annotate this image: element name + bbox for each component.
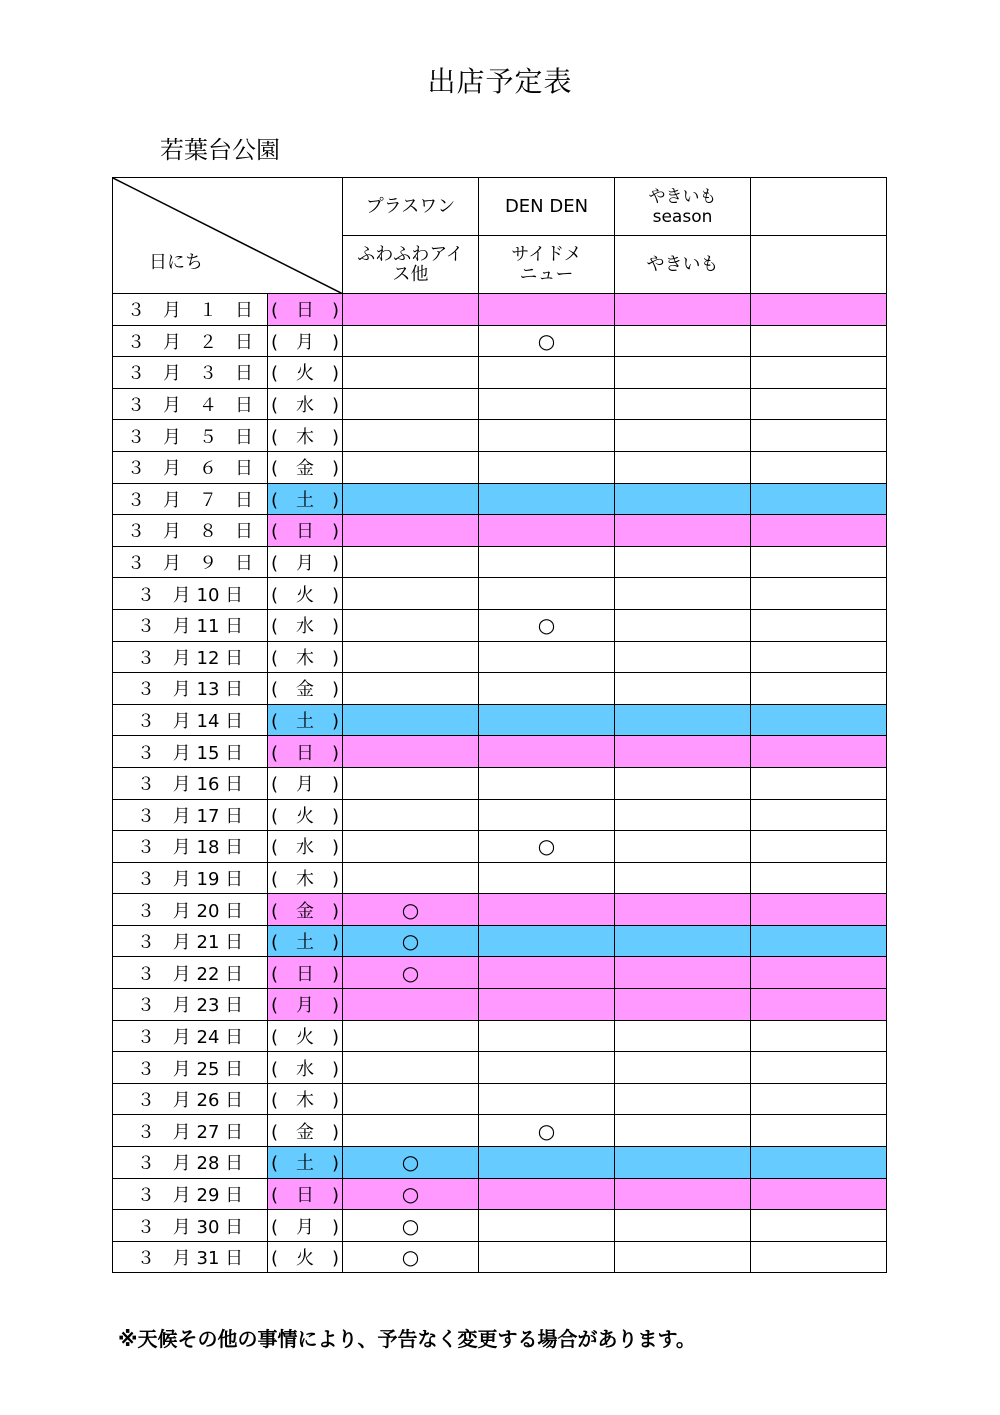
schedule-cell: [479, 957, 615, 989]
schedule-cell: [751, 957, 887, 989]
schedule-cell: [751, 578, 887, 610]
date-cell: ３ 月 27 日: [113, 1115, 268, 1147]
weekday-cell: ( 土 ): [268, 704, 343, 736]
schedule-cell: [615, 1210, 751, 1242]
weekday-cell: ( 金 ): [268, 894, 343, 926]
schedule-cell: [479, 1241, 615, 1273]
schedule-cell: [343, 515, 479, 547]
schedule-cell: [343, 388, 479, 420]
schedule-cell: [615, 989, 751, 1021]
table-row: [113, 420, 887, 452]
schedule-cell: [615, 704, 751, 736]
schedule-cell: [751, 1210, 887, 1242]
open-mark: ○: [537, 328, 556, 353]
schedule-cell: [751, 420, 887, 452]
table-row: [113, 294, 887, 326]
table-row: [113, 925, 887, 957]
table-row: [113, 1147, 887, 1179]
schedule-cell: [343, 989, 479, 1021]
weekday-cell: ( 火 ): [268, 1020, 343, 1052]
date-cell: ３ 月 19 日: [113, 862, 268, 894]
date-cell: ３ 月 ９ 日: [113, 546, 268, 578]
schedule-cell: [479, 862, 615, 894]
schedule-cell: [343, 767, 479, 799]
schedule-cell: [751, 799, 887, 831]
weekday-cell: ( 火 ): [268, 1241, 343, 1273]
weekday-cell: ( 土 ): [268, 483, 343, 515]
schedule-cell: [479, 1083, 615, 1115]
open-mark: ○: [401, 1181, 420, 1206]
schedule-cell: [479, 799, 615, 831]
schedule-cell: [751, 325, 887, 357]
schedule-table: [112, 177, 887, 1273]
schedule-cell: [751, 1241, 887, 1273]
schedule-cell: [751, 451, 887, 483]
schedule-cell: [479, 925, 615, 957]
weekday-cell: ( 木 ): [268, 420, 343, 452]
weekday-cell: ( 月 ): [268, 767, 343, 799]
date-cell: ３ 月 23 日: [113, 989, 268, 1021]
schedule-cell: [751, 673, 887, 705]
schedule-cell: [751, 1083, 887, 1115]
schedule-cell: [751, 1147, 887, 1179]
schedule-cell: [615, 957, 751, 989]
schedule-cell: [615, 483, 751, 515]
schedule-cell: [343, 609, 479, 641]
date-cell: ３ 月 22 日: [113, 957, 268, 989]
weekday-cell: ( 月 ): [268, 1210, 343, 1242]
schedule-cell: [615, 736, 751, 768]
schedule-cell: [343, 1115, 479, 1147]
date-cell: ３ 月 ４ 日: [113, 388, 268, 420]
table-row: [113, 1020, 887, 1052]
schedule-cell: [615, 294, 751, 326]
schedule-cell: [343, 925, 479, 957]
schedule-cell: [343, 862, 479, 894]
schedule-cell: [343, 1147, 479, 1179]
table-row: [113, 483, 887, 515]
schedule-cell: [479, 736, 615, 768]
schedule-cell: [615, 420, 751, 452]
date-cell: ３ 月 ５ 日: [113, 420, 268, 452]
schedule-cell: [615, 609, 751, 641]
schedule-cell: [343, 1210, 479, 1242]
schedule-cell: [615, 1178, 751, 1210]
schedule-cell: [343, 451, 479, 483]
schedule-cell: [479, 767, 615, 799]
date-cell: ３ 月 26 日: [113, 1083, 268, 1115]
schedule-cell: [751, 925, 887, 957]
schedule-cell: [343, 357, 479, 389]
open-mark: ○: [401, 1245, 420, 1270]
schedule-cell: [479, 1210, 615, 1242]
schedule-cell: [479, 546, 615, 578]
schedule-cell: [343, 894, 479, 926]
table-row: [113, 1052, 887, 1084]
date-cell: ３ 月 ７ 日: [113, 483, 268, 515]
schedule-cell: [479, 831, 615, 863]
schedule-cell: [479, 451, 615, 483]
date-cell: ３ 月 24 日: [113, 1020, 268, 1052]
schedule-cell: [343, 546, 479, 578]
page-title: 出店予定表: [427, 65, 573, 98]
schedule-cell: [615, 673, 751, 705]
date-cell: ３ 月 16 日: [113, 767, 268, 799]
schedule-cell: [343, 957, 479, 989]
table-row: [113, 1115, 887, 1147]
schedule-cell: [615, 1083, 751, 1115]
date-cell: ３ 月 ６ 日: [113, 451, 268, 483]
schedule-cell: [479, 641, 615, 673]
schedule-cell: [751, 294, 887, 326]
schedule-cell: [751, 894, 887, 926]
date-cell: ３ 月 12 日: [113, 641, 268, 673]
weekday-cell: ( 日 ): [268, 736, 343, 768]
vendor-item-3: やきいも: [615, 236, 751, 294]
schedule-cell: [615, 515, 751, 547]
date-cell: ３ 月 ２ 日: [113, 325, 268, 357]
schedule-cell: [343, 1178, 479, 1210]
schedule-cell: [615, 325, 751, 357]
date-cell: ３ 月 31 日: [113, 1241, 268, 1273]
table-row: [113, 736, 887, 768]
table-row: [113, 1178, 887, 1210]
table-row: [113, 862, 887, 894]
table-row: [113, 831, 887, 863]
schedule-cell: [343, 673, 479, 705]
schedule-cell: [615, 894, 751, 926]
vendor-name-4: [751, 178, 887, 236]
schedule-cell: [615, 1052, 751, 1084]
schedule-cell: [751, 641, 887, 673]
weekday-cell: ( 土 ): [268, 925, 343, 957]
table-row: [113, 451, 887, 483]
table-row: [113, 673, 887, 705]
schedule-cell: [479, 294, 615, 326]
schedule-cell: [751, 989, 887, 1021]
date-cell: ３ 月 30 日: [113, 1210, 268, 1242]
date-cell: ３ 月 25 日: [113, 1052, 268, 1084]
table-row: [113, 1210, 887, 1242]
table-row: [113, 1241, 887, 1273]
date-cell: ３ 月 29 日: [113, 1178, 268, 1210]
date-cell: ３ 月 13 日: [113, 673, 268, 705]
schedule-cell: [343, 831, 479, 863]
date-cell: ３ 月 21 日: [113, 925, 268, 957]
open-mark: ○: [401, 1150, 420, 1175]
table-row: [113, 894, 887, 926]
weekday-cell: ( 日 ): [268, 294, 343, 326]
schedule-cell: [751, 704, 887, 736]
schedule-cell: [343, 578, 479, 610]
vendor-name-1: プラスワン: [343, 178, 479, 236]
location-title: 若葉台公園: [160, 136, 280, 164]
schedule-cell: [751, 1115, 887, 1147]
schedule-cell: [615, 831, 751, 863]
schedule-cell: [479, 357, 615, 389]
schedule-cell: [479, 515, 615, 547]
date-cell: ３ 月 17 日: [113, 799, 268, 831]
table-row: [113, 325, 887, 357]
weekday-cell: ( 日 ): [268, 515, 343, 547]
table-row: [113, 704, 887, 736]
table-row: [113, 546, 887, 578]
table-row: [113, 1083, 887, 1115]
weekday-cell: ( 金 ): [268, 451, 343, 483]
schedule-cell: [343, 736, 479, 768]
schedule-cell: [479, 388, 615, 420]
weekday-cell: ( 月 ): [268, 325, 343, 357]
schedule-cell: [751, 1052, 887, 1084]
schedule-cell: [479, 1147, 615, 1179]
weekday-cell: ( 火 ): [268, 578, 343, 610]
weekday-cell: ( 月 ): [268, 546, 343, 578]
date-cell: ３ 月 15 日: [113, 736, 268, 768]
weekday-cell: ( 日 ): [268, 957, 343, 989]
weekday-cell: ( 水 ): [268, 609, 343, 641]
date-cell: ３ 月 14 日: [113, 704, 268, 736]
schedule-cell: [615, 546, 751, 578]
table-row: [113, 515, 887, 547]
schedule-cell: [343, 1052, 479, 1084]
schedule-cell: [751, 862, 887, 894]
weekday-cell: ( 日 ): [268, 1178, 343, 1210]
schedule-cell: [343, 641, 479, 673]
schedule-cell: [343, 1241, 479, 1273]
schedule-cell: [751, 515, 887, 547]
schedule-cell: [479, 483, 615, 515]
schedule-cell: [343, 483, 479, 515]
table-row: [113, 957, 887, 989]
schedule-cell: [479, 673, 615, 705]
schedule-cell: [615, 641, 751, 673]
schedule-cell: [615, 451, 751, 483]
weekday-cell: ( 金 ): [268, 673, 343, 705]
open-mark: ○: [401, 960, 420, 985]
schedule-cell: [751, 357, 887, 389]
schedule-cell: [479, 420, 615, 452]
table-row: [113, 578, 887, 610]
schedule-cell: [479, 1020, 615, 1052]
vendor-item-1: ふわふわアイス他: [343, 236, 479, 294]
date-cell: ３ 月 28 日: [113, 1147, 268, 1179]
schedule-cell: [479, 578, 615, 610]
corner-label: 日にち: [149, 252, 203, 273]
schedule-cell: [479, 1178, 615, 1210]
open-mark: ○: [401, 1213, 420, 1238]
schedule-cell: [615, 357, 751, 389]
table-row: [113, 388, 887, 420]
weekday-cell: ( 火 ): [268, 799, 343, 831]
schedule-cell: [479, 1115, 615, 1147]
corner-header-cell: [113, 178, 343, 294]
schedule-cell: [751, 546, 887, 578]
schedule-cell: [615, 767, 751, 799]
weekday-cell: ( 水 ): [268, 1052, 343, 1084]
open-mark: ○: [537, 1118, 556, 1143]
schedule-cell: [615, 925, 751, 957]
schedule-cell: [751, 388, 887, 420]
schedule-cell: [615, 1020, 751, 1052]
weekday-cell: ( 月 ): [268, 989, 343, 1021]
weekday-cell: ( 木 ): [268, 641, 343, 673]
schedule-cell: [615, 1241, 751, 1273]
table-row: [113, 357, 887, 389]
schedule-cell: [615, 1147, 751, 1179]
schedule-cell: [615, 578, 751, 610]
date-cell: ３ 月 ３ 日: [113, 357, 268, 389]
schedule-cell: [615, 1115, 751, 1147]
table-row: [113, 799, 887, 831]
open-mark: ○: [537, 613, 556, 638]
schedule-cell: [479, 1052, 615, 1084]
schedule-cell: [479, 894, 615, 926]
date-cell: ３ 月 １ 日: [113, 294, 268, 326]
schedule-cell: [615, 799, 751, 831]
diagonal-line: [113, 178, 343, 294]
schedule-cell: [343, 799, 479, 831]
schedule-cell: [343, 325, 479, 357]
date-cell: ３ 月 20 日: [113, 894, 268, 926]
date-cell: ３ 月 18 日: [113, 831, 268, 863]
table-row: [113, 767, 887, 799]
schedule-cell: [343, 1020, 479, 1052]
schedule-cell: [751, 1178, 887, 1210]
table-row: [113, 989, 887, 1021]
weekday-cell: ( 金 ): [268, 1115, 343, 1147]
schedule-cell: [479, 609, 615, 641]
vendor-name-2: DEN DEN: [479, 178, 615, 236]
vendor-name-3: やきいもseason: [615, 178, 751, 236]
schedule-cell: [751, 831, 887, 863]
open-mark: ○: [401, 897, 420, 922]
weekday-cell: ( 水 ): [268, 388, 343, 420]
schedule-cell: [343, 294, 479, 326]
schedule-cell: [343, 704, 479, 736]
schedule-cell: [751, 767, 887, 799]
weekday-cell: ( 木 ): [268, 862, 343, 894]
date-cell: ３ 月 10 日: [113, 578, 268, 610]
weekday-cell: ( 火 ): [268, 357, 343, 389]
schedule-cell: [479, 989, 615, 1021]
disclaimer-note: ※天候その他の事情により、予告なく変更する場合があります。: [118, 1327, 696, 1351]
vendor-item-4: [751, 236, 887, 294]
weekday-cell: ( 水 ): [268, 831, 343, 863]
schedule-cell: [751, 1020, 887, 1052]
weekday-cell: ( 土 ): [268, 1147, 343, 1179]
schedule-cell: [751, 483, 887, 515]
schedule-cell: [343, 1083, 479, 1115]
open-mark: ○: [537, 834, 556, 859]
date-cell: ３ 月 11 日: [113, 609, 268, 641]
vendor-item-2: サイドメニュー: [479, 236, 615, 294]
schedule-cell: [751, 736, 887, 768]
schedule-cell: [615, 388, 751, 420]
schedule-cell: [751, 609, 887, 641]
schedule-cell: [479, 325, 615, 357]
table-row: [113, 641, 887, 673]
date-cell: ３ 月 ８ 日: [113, 515, 268, 547]
schedule-cell: [615, 862, 751, 894]
weekday-cell: ( 木 ): [268, 1083, 343, 1115]
table-row: [113, 609, 887, 641]
open-mark: ○: [401, 929, 420, 954]
schedule-cell: [343, 420, 479, 452]
schedule-cell: [479, 704, 615, 736]
